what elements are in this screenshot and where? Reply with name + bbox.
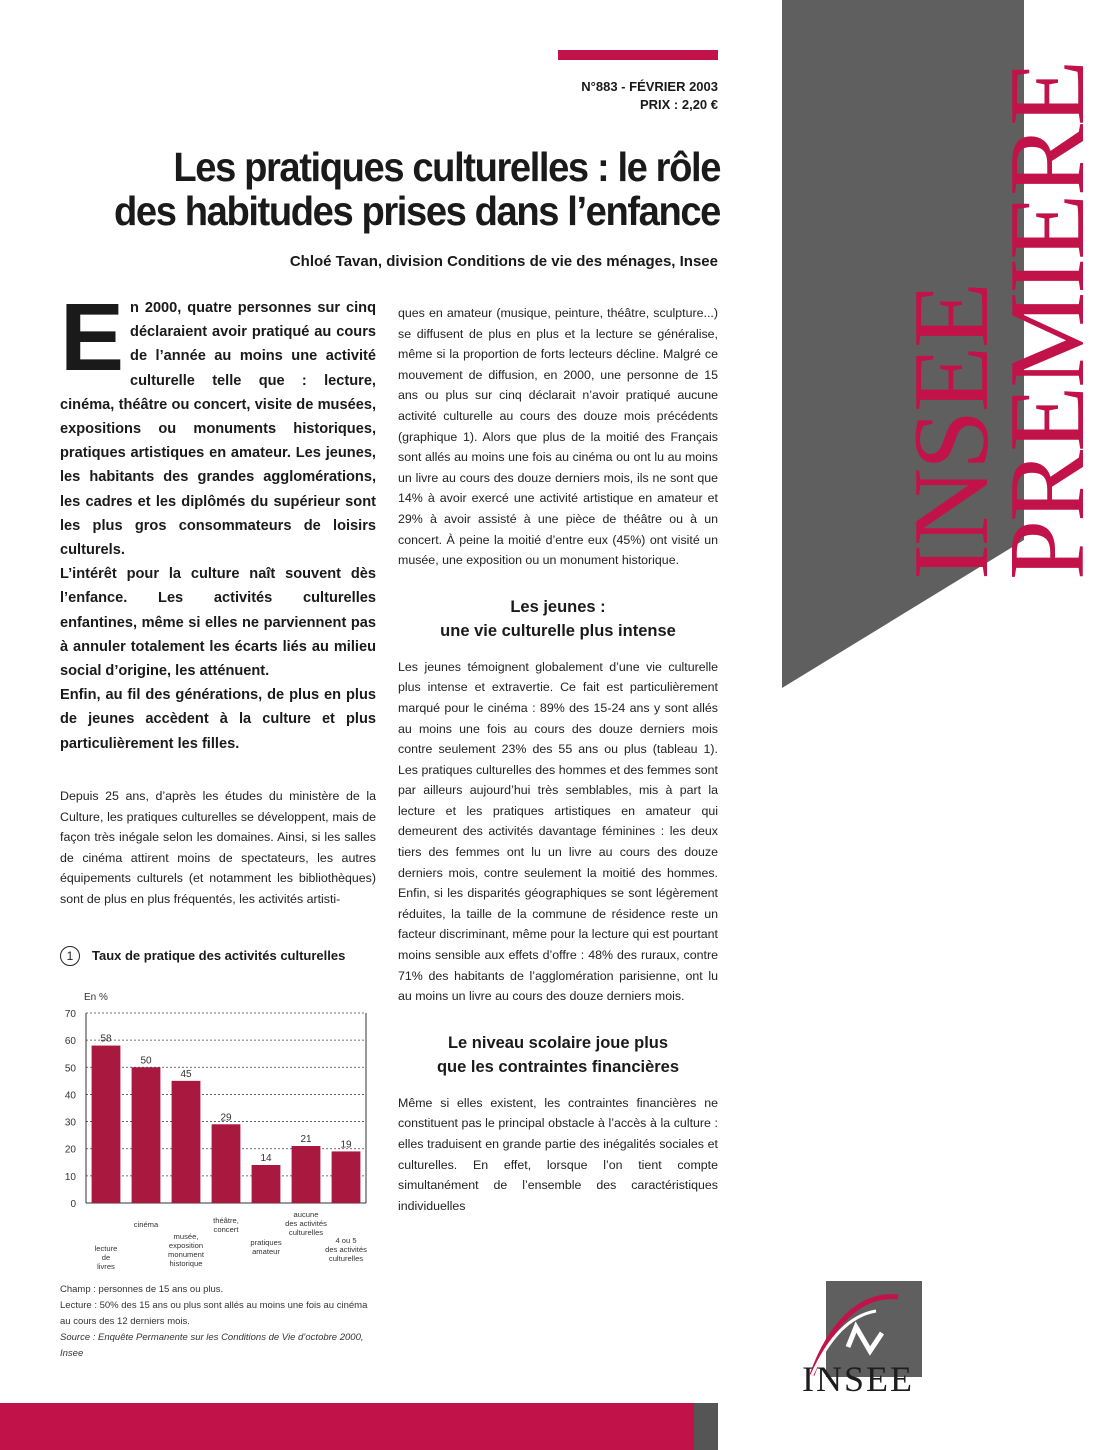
brand-line-insee: INSEE — [892, 284, 1011, 580]
chart-y-tick-label: 70 — [64, 1009, 76, 1020]
body-left-paragraph: Depuis 25 ans, d’après les études du ministère de la Culture, les pratiques culturelles se développent, mais de façon très inégale selon les domaines. Ainsi, si les salles de cinéma attirent moins de spectateurs, les autres équipements culturels (et notamment les bibliothèques) sont de plus en plus fréquentés, les activités artisti- — [60, 789, 376, 906]
body-right-paragraph-1: ques en amateur (musique, peinture, théâtre, sculpture...) se diffusent de plus en plus et la lecture se généralise, même si la proportion de forts lecteurs décline. Malgré ce mouvement de diffusion, en 2000, une personne de 15 ans ou plus sur cinq déclarait n’avoir pratiqué aucune activité culturelle au cours des douze mois précédents (graphique 1). Alors que plus de la moitié des Français sont allés au moins une fois au cinéma ou ont lu au moins un livre au cours des douze derniers mois, ils ne sont que 14% à avoir exercé une activité artistique en amateur et 29% à avoir assisté à une pièce de théâtre ou à un concert. À peine la moitié d’entre eux (45%) ont visité un musée, une exposition ou un monument historique. — [398, 306, 718, 568]
brand-line-premiere: PREMIERE — [988, 61, 1107, 580]
chart-y-tick-label: 50 — [64, 1063, 76, 1075]
chart-value-label: 19 — [340, 1139, 352, 1151]
chart-notes — [60, 1282, 380, 1362]
chart-x-tick-label: lecture de livres — [94, 1244, 118, 1271]
chart-x-tick-label: pratiques amateur — [250, 1238, 282, 1256]
brand-vertical-title — [892, 61, 1107, 580]
lead-paragraph-3: Enfin, au fil des générations, de plus en plus de jeunes accèdent à la culture et plus particulièrement les filles. — [60, 687, 376, 752]
title-line-1: Les pratiques culturelles : le rôle — [173, 144, 721, 190]
section-heading-niveau-line-2: que les contraintes financières — [436, 1057, 680, 1076]
issue-price: PRIX : 2,20 € — [639, 97, 718, 112]
chart-y-tick-label: 20 — [64, 1144, 76, 1156]
title-line-2: des habitudes prises dans l’enfance — [114, 188, 720, 234]
chart-bar — [252, 1165, 281, 1203]
chart-note-lecture: Lecture : 50% des 15 ans ou plus sont allés au moins une fois au cinéma au cours des 12 derniers mois. — [60, 1300, 368, 1327]
chart-bar — [332, 1151, 361, 1203]
drop-cap: E — [60, 284, 125, 391]
lead-paragraph-1: n 2000, quatre personnes sur cinq déclaraient avoir pratiqué au cours de l’année au moins une activité culturelle telle que : lecture, cinéma, théâtre ou concert, visite de musées, expositions ou monuments historiques, pratiques artistiques en amateur. Les jeunes, les habitants des grandes agglomérations, les cadres et les diplômés du supérieur sont les plus gros consommateurs de loisirs culturels. — [60, 300, 376, 559]
insee-logo-word: INSEE — [802, 1359, 914, 1399]
footer-grey-bar — [694, 1403, 718, 1450]
chart-x-tick-label: aucune des activités culturelles — [285, 1210, 327, 1237]
chart-x-tick-label: cinéma — [133, 1220, 159, 1229]
author-line: Chloé Tavan, division Conditions de vie des ménages, Insee — [289, 253, 718, 270]
chart-x-tick-label: musée, exposition monument historique — [168, 1232, 204, 1268]
chart-value-label: 45 — [180, 1068, 192, 1080]
bar-chart — [56, 985, 386, 1275]
chart-value-label: 50 — [140, 1055, 152, 1067]
section-heading-niveau-line-1: Le niveau scolaire joue plus — [447, 1033, 669, 1052]
chart-bar — [92, 1046, 121, 1203]
chart-title: Taux de pratique des activités culturelles — [92, 948, 346, 963]
chart-bar — [212, 1124, 241, 1203]
chart-bar — [132, 1067, 161, 1203]
footer-accent-bar — [0, 1403, 694, 1450]
chart-value-label: 14 — [260, 1153, 272, 1164]
chart-y-tick-label: 40 — [64, 1090, 76, 1102]
chart-value-label: 29 — [220, 1112, 232, 1124]
page-title — [88, 145, 720, 233]
chart-bar — [292, 1146, 321, 1203]
chart-number: 1 — [60, 946, 80, 966]
chart-source: Source : Enquête Permanente sur les Conditions de Vie d’octobre 2000, Insee — [60, 1332, 364, 1359]
section-heading-niveau — [398, 1031, 718, 1079]
chart-note-champ: Champ : personnes de 15 ans ou plus. — [60, 1284, 224, 1295]
section-heading-jeunes-line-2: une vie culturelle plus intense — [440, 621, 676, 640]
chart-value-label: 58 — [100, 1033, 112, 1045]
body-left-column — [60, 786, 376, 910]
chart-x-tick-label: théâtre, concert — [213, 1216, 239, 1234]
chart-heading — [60, 946, 380, 966]
issue-number: N°883 - FÉVRIER 2003 — [581, 79, 718, 94]
body-right-paragraph-3: Même si elles existent, les contraintes financières ne constituent pas le principal obstacle à l’accès à la culture : elles traduisent en grande partie des inégalités sociales et culturelles. En effet, lorsque l’on tient compte simultanément de l’ensemble des caractéristiques individuelles — [398, 1095, 718, 1213]
chart-unit-label: En % — [84, 992, 108, 1003]
body-right-paragraph-2: Les jeunes témoignent globalement d’une vie culturelle plus intense et extravertie. Ce fait est particulièrement marqué pour le cinéma : 89% des 15-24 ans y sont allés au moins une fois au cours des douze derniers mois contre seulement 23% des 55 ans ou plus (tableau 1). Les pratiques culturelles des hommes et des femmes sont par ailleurs aujourd’hui très semblables, mis à part la lecture et les pratiques artistiques en amateur qui demeurent des activités davantage féminines : les deux tiers des femmes ont lu un livre au cours des douze derniers mois, contre seulement la moitié des hommes. Enfin, si les disparités géographiques se sont légèrement réduites, la taille de la commune de résidence reste un facteur discriminant, même pour la lecture qui est pourtant moins sensible aux effets d’offre : 48% des ruraux, contre 71% des habitants de l’agglomération parisienne, ont lu au moins un livre au cours des douze derniers mois. — [398, 659, 718, 1004]
chart-bar — [172, 1081, 201, 1203]
chart-y-tick-label: 0 — [70, 1199, 76, 1210]
header-accent-rule — [558, 50, 718, 60]
section-heading-jeunes — [398, 595, 718, 643]
section-heading-jeunes-line-1: Les jeunes : — [510, 597, 606, 616]
chart-y-tick-label: 10 — [64, 1171, 76, 1183]
chart-x-tick-label: 4 ou 5 des activités culturelles — [325, 1236, 367, 1263]
body-right-column — [398, 303, 718, 1216]
chart-y-tick-label: 30 — [64, 1117, 76, 1129]
chart-y-tick-label: 60 — [64, 1036, 76, 1048]
chart-value-label: 21 — [300, 1134, 312, 1145]
lead-paragraphs — [60, 284, 376, 756]
lead-paragraph-2: L’intérêt pour la culture naît souvent dès l’enfance. Les activités culturelles enfantines, même si elles ne parviennent pas à annuler totalement les écarts liés au milieu social d’origine, les atténuent. — [60, 566, 376, 680]
issue-info — [440, 78, 718, 114]
